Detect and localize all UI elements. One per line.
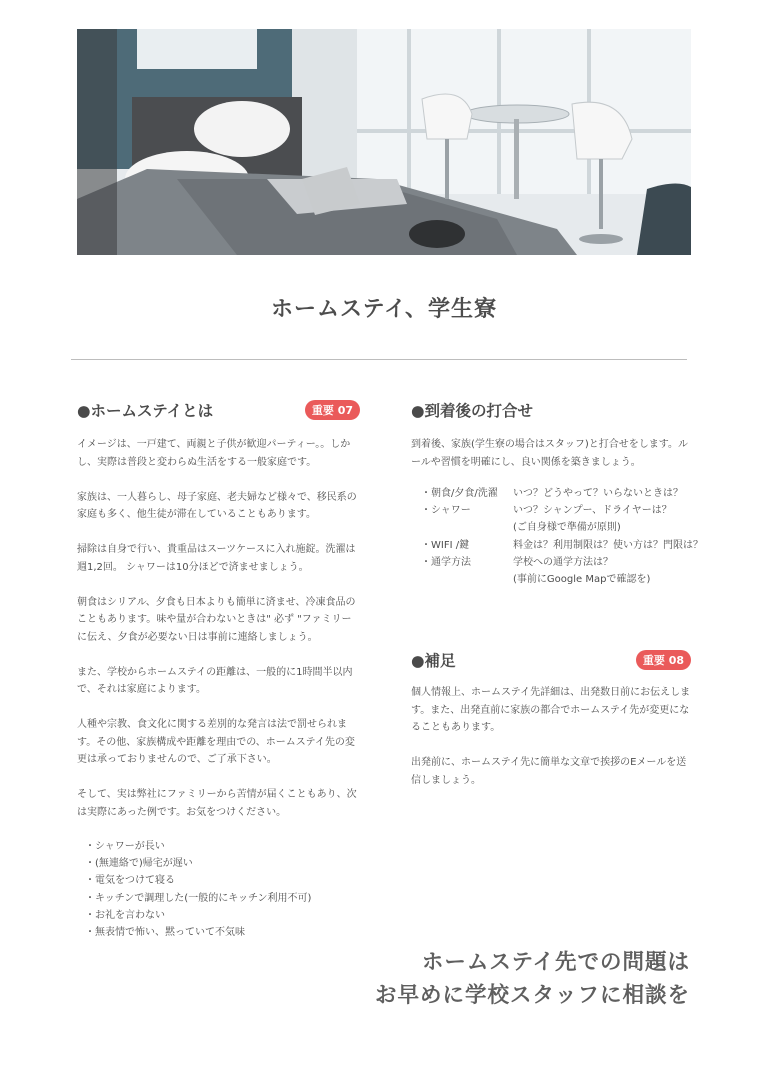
list-item: ・無表情で怖い、黙っていて不気味 (85, 927, 245, 939)
paragraph: また、学校からホームステイの距離は、一般的に1時間半以内で、それは家庭によります。 (77, 666, 353, 695)
supplement-section (411, 648, 691, 789)
checklist-label: ・シャワー (421, 505, 471, 517)
section-title: ●補足 (411, 652, 456, 670)
checklist-label: ・WIFI /鍵 (421, 539, 470, 551)
list-item: ・お礼を言わない (85, 909, 165, 921)
list-item: ・シャワーが長い (85, 841, 165, 852)
list-item: ・キッチンで調理した(一般的にキッチン利用不可) (85, 892, 312, 904)
list-item: ・(無連絡で)帰宅が遅い (85, 858, 193, 870)
paragraph: 到着後、家族(学生寮の場合はスタッフ)と打合せをします。ルールや習慣を明確にし、良い関係を築きましょう。 (411, 439, 689, 468)
section-title: ●到着後の打合せ (411, 402, 534, 420)
arrival-meeting-section (411, 398, 703, 588)
checklist-text: いつ？どうやって？いらないときは？ (513, 488, 683, 499)
paragraph: イメージは、一戸建て、両親と子供が歓迎パーティー。。しかし、実際は普段と変わらぬ生活をする一般家庭です。 (77, 439, 351, 468)
checklist-text: (事前にGoogle Mapで確認を) (513, 574, 651, 586)
divider (71, 359, 687, 360)
closing-message (375, 946, 690, 1012)
checklist-table (411, 485, 703, 588)
list-item: ・電気をつけて寝る (85, 875, 175, 887)
section-header (411, 648, 691, 672)
paragraph: そして、実は弊社にファミリーから苦情が届くこともあり、次は実際にあった例です。お気をつけください。 (77, 789, 357, 818)
section-title: ●ホームステイとは (77, 402, 214, 420)
closing-line: お早めに学校スタッフに相談を (374, 983, 690, 1008)
checklist-label (421, 571, 513, 588)
importance-badge: 重要 07 (305, 400, 360, 420)
checklist-text: (ご自身様で準備が原則) (513, 522, 621, 534)
closing-line: ホームステイ先での問題は (421, 950, 690, 975)
checklist-label: ・通学方法 (421, 556, 471, 568)
paragraph: 朝食はシリアル、夕食も日本よりも簡単に済ませ、冷凍食品のこともあります。味や量が合わないときは" 必ず "ファミリーに伝え、夕食が必要ない日は事前に連絡しましょう。 (77, 596, 356, 643)
paragraph: 人種や宗教、食文化に関する差別的な発言は法で罰せられます。その他、家族構成や距離を理由での、ホームステイ先の変更は承っておりませんので、ご了承下さい。 (77, 719, 355, 765)
paragraph: 出発前に、ホームステイ先に簡単な文章で挨拶のEメールを送信しましょう。 (411, 757, 687, 786)
checklist-text: 料金は？利用制限は？使い方は？門限は？ (513, 539, 703, 551)
section-header (77, 398, 360, 422)
homestay-section (77, 398, 360, 941)
complaint-list (77, 838, 360, 941)
checklist-label: ・朝食/夕食/洗濯 (421, 488, 498, 499)
bedroom-photo-icon (77, 29, 691, 255)
bedroom-photo (77, 29, 691, 255)
checklist-text: いつ？シャンプー、ドライヤーは？ (513, 505, 672, 517)
checklist-text: 学校への通学方法は？ (513, 556, 613, 568)
paragraph: 掃除は自身で行い、貴重品はスーツケースに入れ施錠。洗濯は週1,2回。 シャワーは10分ほどで済ませましょう。 (77, 544, 356, 573)
section-header (411, 398, 691, 422)
paragraph: 家族は、一人暮らし、母子家庭、老夫婦など様々で、移民系の家庭も多く、他生徒が滞在していることもあります。 (77, 491, 357, 520)
page-title: ホームステイ、学生寮 (270, 297, 498, 322)
paragraph: 個人情報上、ホームステイ先詳細は、出発数日前にお伝えします。また、出発直前に家族の都合でホームステイ先が変更になることもあります。 (411, 687, 691, 733)
checklist-label (421, 519, 513, 536)
importance-badge: 重要 08 (636, 650, 691, 670)
